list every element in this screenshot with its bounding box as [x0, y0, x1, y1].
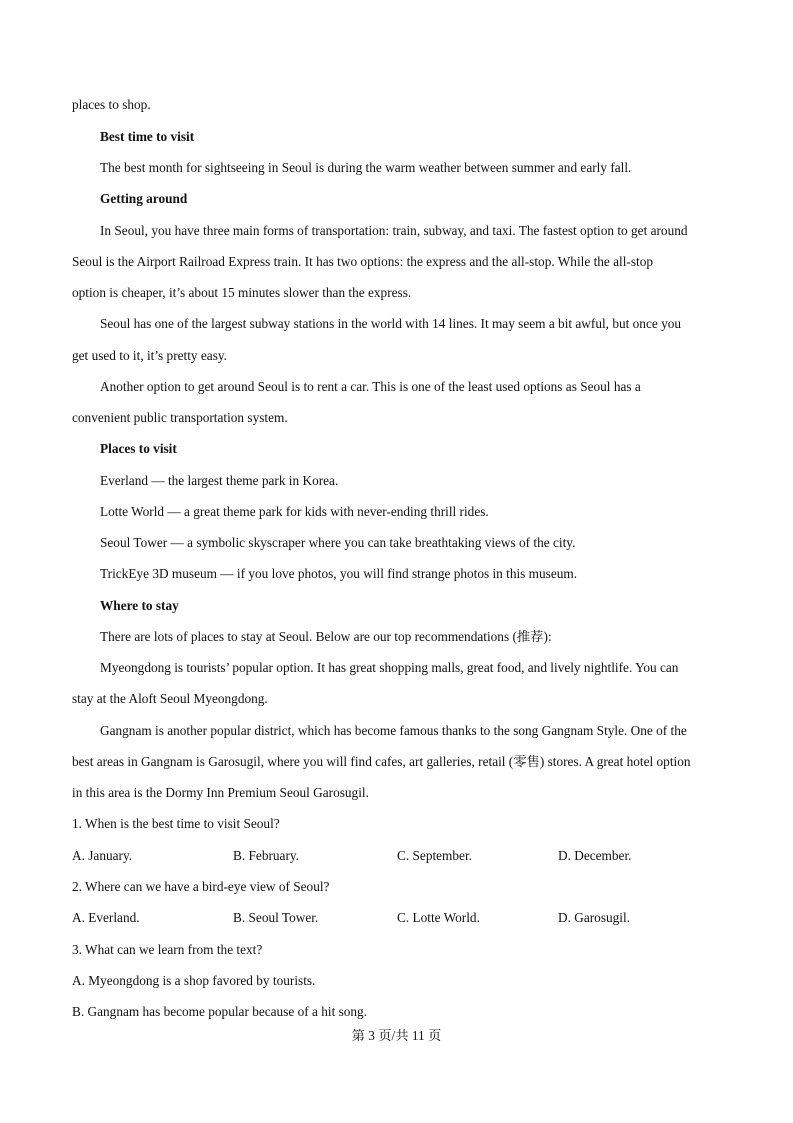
question-option: C. September. [397, 848, 472, 863]
page-number-footer: 第 3 页/共 11 页 [351, 1028, 442, 1043]
question-option: A. Myeongdong is a shop favored by tourists. [72, 973, 316, 988]
list-item: TrickEye 3D museum — if you love photos, you will find strange photos in this museum. [100, 566, 578, 581]
paragraph-line: There are lots of places to stay at Seoul. Below are our top recommendations (推荐): [100, 629, 552, 644]
paragraph-line: Seoul is the Airport Railroad Express train. It has two options: the express and the all-stop. While the all-stop [72, 254, 654, 269]
list-item: Everland — the largest theme park in Korea. [100, 473, 339, 488]
paragraph-line: In Seoul, you have three main forms of transportation: train, subway, and taxi. The fastest option to get around [100, 223, 688, 238]
question-option: B. Seoul Tower. [233, 910, 319, 925]
list-item: Lotte World — a great theme park for kids with never-ending thrill rides. [100, 504, 489, 519]
question-stem: 3. What can we learn from the text? [72, 942, 263, 957]
paragraph-line: Seoul has one of the largest subway stations in the world with 14 lines. It may seem a bit awful, but once you [100, 316, 682, 331]
paragraph-line: in this area is the Dormy Inn Premium Seoul Garosugil. [72, 785, 369, 800]
section-heading-places: Places to visit [100, 441, 177, 456]
paragraph-line: Myeongdong is tourists’ popular option. It has great shopping malls, great food, and lively nightlife. You can [100, 660, 679, 675]
paragraph-line: best areas in Gangnam is Garosugil, where you will find cafes, art galleries, retail (零售) stores. A great hotel option [72, 754, 691, 769]
paragraph-line: stay at the Aloft Seoul Myeongdong. [72, 691, 268, 706]
question-option: A. Everland. [72, 910, 140, 925]
paragraph-line: Gangnam is another popular district, which has become famous thanks to the song Gangnam Style. One of the [100, 723, 687, 738]
section-heading-best-time: Best time to visit [100, 129, 195, 144]
paragraph-line: option is cheaper, it’s about 15 minutes slower than the express. [72, 285, 412, 300]
question-option: B. Gangnam has become popular because of a hit song. [72, 1004, 368, 1019]
paragraph-line: get used to it, it’s pretty easy. [72, 348, 227, 363]
section-heading-getting-around: Getting around [100, 191, 188, 206]
question-option: B. February. [233, 848, 299, 863]
question-stem: 1. When is the best time to visit Seoul? [72, 816, 280, 831]
question-option: D. Garosugil. [558, 910, 631, 925]
section-heading-where-to-stay: Where to stay [100, 598, 179, 613]
question-option: D. December. [558, 848, 632, 863]
question-option: A. January. [72, 848, 133, 863]
paragraph-line: Another option to get around Seoul is to rent a car. This is one of the least used options as Seoul has a [100, 379, 641, 394]
paragraph-line: The best month for sightseeing in Seoul is during the warm weather between summer and early fall. [100, 160, 632, 175]
question-option: C. Lotte World. [397, 910, 480, 925]
list-item: Seoul Tower — a symbolic skyscraper where you can take breathtaking views of the city. [100, 535, 576, 550]
question-stem: 2. Where can we have a bird-eye view of Seoul? [72, 879, 330, 894]
paragraph-line: convenient public transportation system. [72, 410, 288, 425]
paragraph-line: places to shop. [72, 97, 151, 112]
